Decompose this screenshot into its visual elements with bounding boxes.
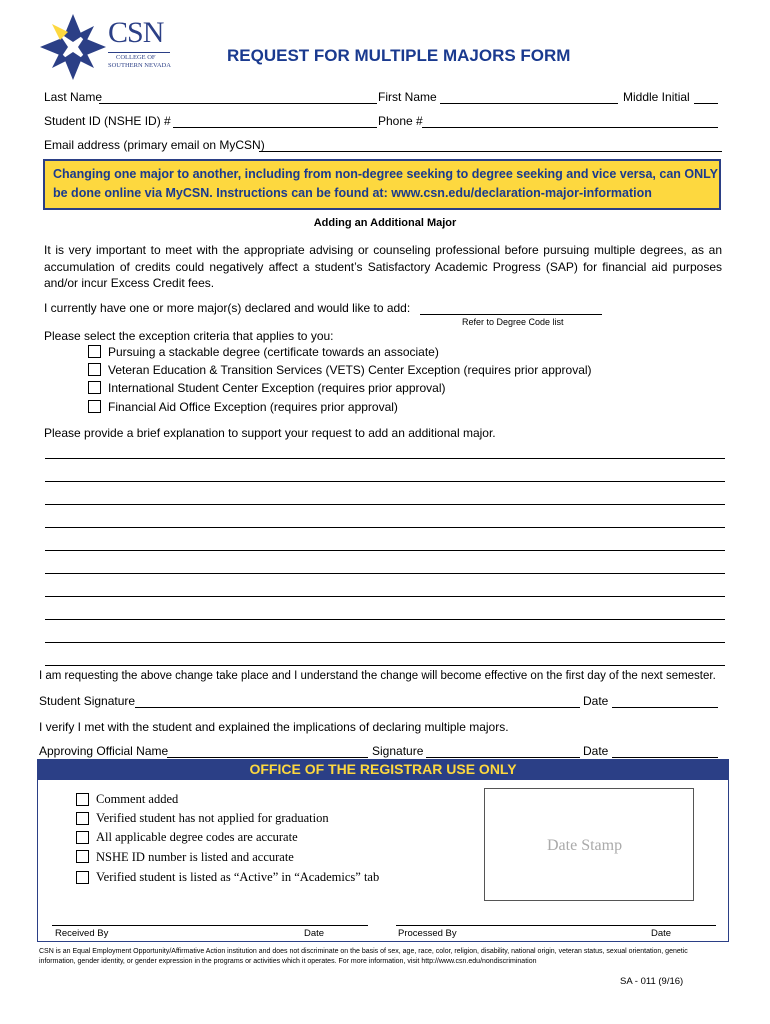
explanation-line[interactable] [45,458,725,459]
explanation-line[interactable] [45,527,725,528]
student-date-field[interactable] [612,707,718,708]
phone-label: Phone # [378,114,423,128]
date-stamp-label: Date Stamp [547,837,623,854]
form-code: SA - 011 (9/16) [620,976,684,987]
official-date-field[interactable] [612,757,718,758]
received-by-field[interactable] [52,925,368,926]
logo-subtitle-1: COLLEGE OF [116,54,156,61]
email-field[interactable] [259,151,722,152]
notice-line-1: Changing one major to another, including from non-degree seeking to degree seeking and vice versa, can ONLY [53,167,718,181]
approving-official-field[interactable] [167,757,368,758]
explanation-line[interactable] [45,504,725,505]
processed-by-label: Processed By [398,928,457,939]
csn-logo [38,12,178,82]
middle-initial-label: Middle Initial [623,90,690,104]
registrar-header: OFFICE OF THE REGISTRAR USE ONLY [37,759,729,780]
explanation-line[interactable] [45,619,725,620]
section-heading: Adding an Additional Major [313,217,457,229]
option-checkbox-3[interactable] [88,381,101,394]
registrar-checkbox-4[interactable] [76,850,89,863]
last-name-field[interactable] [99,103,377,104]
student-date-label: Date [583,694,609,708]
first-name-field[interactable] [440,103,618,104]
csn-star-icon [38,12,108,82]
nondiscrimination-line-1: CSN is an Equal Employment Opportunity/Affirmative Action institution and does not discriminate on the basis of sex, age, race, color, religion, disability, national origin, veteran status, sexual orientation, genetic [39,948,688,955]
registrar-checkbox-2[interactable] [76,812,89,825]
option-checkbox-4[interactable] [88,400,101,413]
date-stamp-box[interactable] [484,788,694,901]
registrar-checkbox-5[interactable] [76,871,89,884]
approving-official-label: Approving Official Name [39,744,169,758]
email-label: Email address (primary email on MyCSN) [44,138,265,152]
logo-subtitle-2: SOUTHERN NEVADA [108,62,171,69]
logo-name: CSN [108,16,164,49]
received-by-label: Received By [55,928,109,939]
explain-prompt: Please provide a brief explanation to support your request to add an additional major. [44,426,496,440]
request-statement: I am requesting the above change take place and I understand the change will become effective on the first day of the next semester. [39,670,716,682]
option-label-4: Financial Aid Office Exception (requires prior approval) [108,400,398,414]
official-signature-field[interactable] [426,757,580,758]
refer-note: Refer to Degree Code list [462,317,564,327]
registrar-check-label-2: Verified student has not applied for graduation [96,811,329,825]
verify-statement: I verify I met with the student and explained the implications of declaring multiple majors. [39,720,509,734]
select-prompt: Please select the exception criteria that applies to you: [44,329,334,343]
registrar-checkbox-3[interactable] [76,831,89,844]
registrar-check-label-1: Comment added [96,792,179,806]
nondiscrimination-line-2: information, gender identity, or gender expression in the programs or activities which it operates. For more information, visit http://www.csn.edu/nondiscrimination [39,958,537,965]
official-date-label: Date [583,744,609,758]
explanation-line[interactable] [45,596,725,597]
registrar-check-label-4: NSHE ID number is listed and accurate [96,850,294,864]
official-signature-label: Signature [372,744,424,758]
phone-field[interactable] [422,127,718,128]
degree-code-field[interactable] [420,314,602,315]
explanation-line[interactable] [45,665,725,666]
middle-initial-field[interactable] [694,103,718,104]
explanation-line[interactable] [45,573,725,574]
notice-box [43,159,721,210]
advising-paragraph: It is very important to meet with the appropriate advising or counseling professional before pursuing multiple degrees, as an accumulation of credits could negatively affect a student’s Satisfactory Academic Progress (SAP) for financial aid purposes and/or incur Excess Credit fees. [44,243,722,290]
page-title: REQUEST FOR MULTIPLE MAJORS FORM [227,46,571,65]
received-date-label: Date [304,928,325,939]
option-label-2: Veteran Education & Transition Services (VETS) Center Exception (requires prior approval) [108,363,592,377]
explanation-line[interactable] [45,481,725,482]
student-id-label: Student ID (NSHE ID) # [44,114,171,128]
registrar-checkbox-1[interactable] [76,793,89,806]
option-label-1: Pursuing a stackable degree (certificate towards an associate) [108,345,439,359]
registrar-check-label-3: All applicable degree codes are accurate [96,830,298,844]
student-signature-field[interactable] [135,707,580,708]
student-id-field[interactable] [173,127,377,128]
explanation-line[interactable] [45,550,725,551]
student-signature-label: Student Signature [39,694,136,708]
processed-by-field[interactable] [396,925,716,926]
processed-date-label: Date [651,928,672,939]
declared-label: I currently have one or more major(s) declared and would like to add: [44,301,411,315]
option-label-3: International Student Center Exception (requires prior approval) [108,381,446,395]
option-checkbox-2[interactable] [88,363,101,376]
notice-line-2: be done online via MyCSN. Instructions can be found at: www.csn.edu/declaration-major-information [53,186,652,200]
registrar-check-label-5: Verified student is listed as “Active” in “Academics” tab [96,870,380,884]
explanation-line[interactable] [45,642,725,643]
last-name-label: Last Name [44,90,103,104]
option-checkbox-1[interactable] [88,345,101,358]
first-name-label: First Name [378,90,437,104]
